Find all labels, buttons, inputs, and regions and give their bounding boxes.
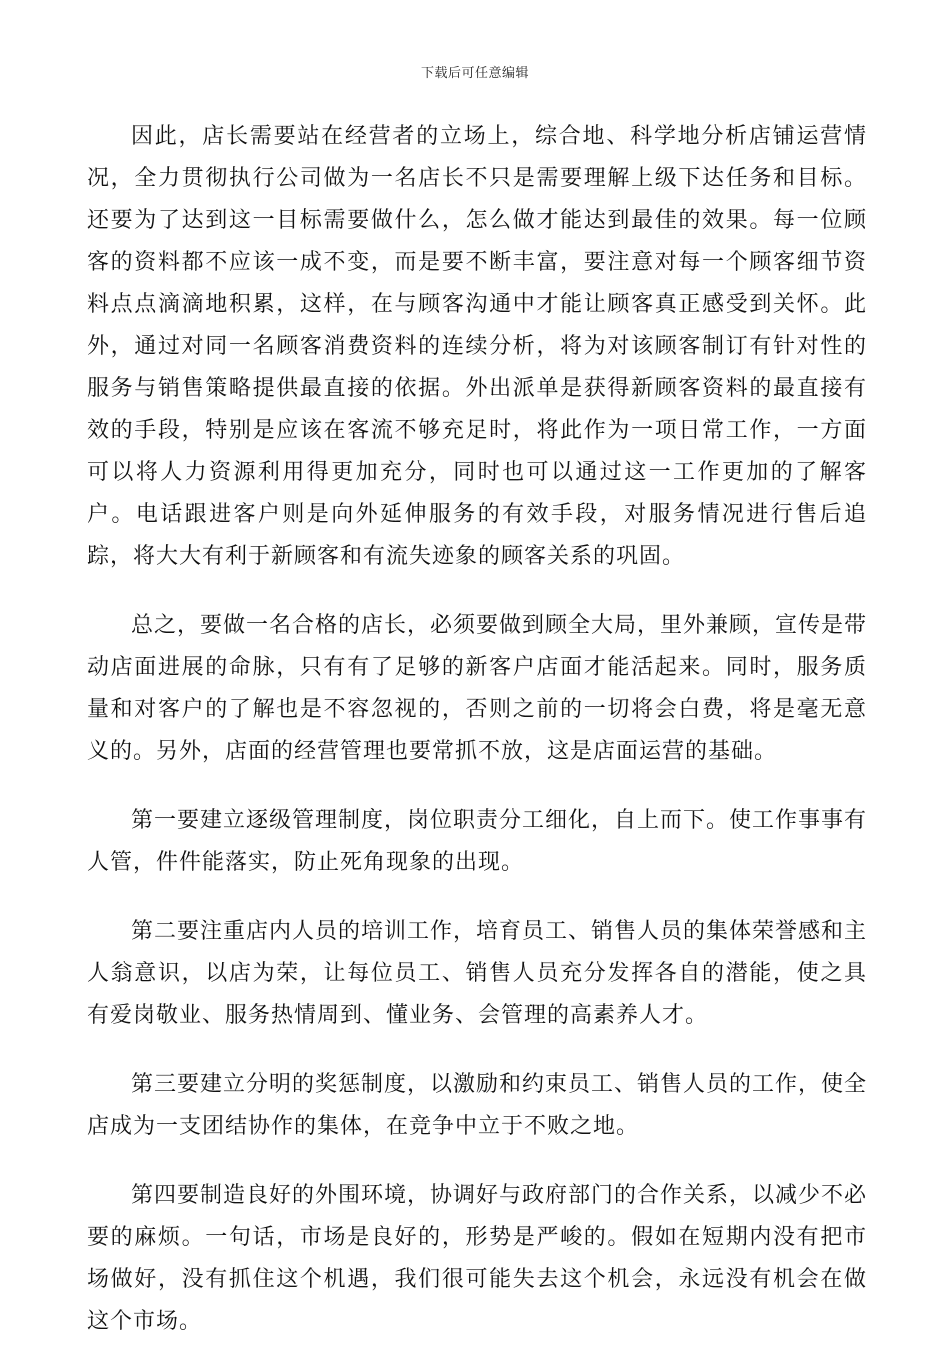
document-body (87, 116, 867, 1370)
paragraph-2: 总之，要做一名合格的店长，必须要做到顾全大局，里外兼顾，宣传是带动店面进展的命脉，只有有了足够的新客户店面才能活起来。同时，服务质量和对客户的了解也是不容忽视的，否则之前的一切将会白费，将是毫无意义的。另外，店面的经营管理也要常抓不放，这是店面运营的基础。 (87, 613, 868, 764)
paragraph-4: 第二要注重店内人员的培训工作，培育员工、销售人员的集体荣誉感和主人翁意识，以店为荣，让每位员工、销售人员充分发挥各自的潜能，使之具有爱岗敬业、服务热情周到、懂业务、会管理的高素养人才。 (87, 919, 868, 1028)
page-header: 下载后可任意编辑 (420, 66, 529, 81)
paragraph-6: 第四要制造良好的外围环境，协调好与政府部门的合作关系，以减少不必要的麻烦。一句话，市场是良好的，形势是严峻的。假如在短期内没有把市场做好，没有抓住这个机遇，我们很可能失去这个机会，永远没有机会在做这个市场。 (87, 1183, 868, 1334)
paragraph-5: 第三要建立分明的奖惩制度，以激励和约束员工、销售人员的工作，使全店成为一支团结协作的集体，在竞争中立于不败之地。 (87, 1072, 868, 1139)
paragraph-1: 因此，店长需要站在经营者的立场上，综合地、科学地分析店铺运营情况，全力贯彻执行公司做为一名店长不只是需要理解上级下达任务和目标。还要为了达到这一目标需要做什么，怎么做才能达到最佳的效果。每一位顾客的资料都不应该一成不变，而是要不断丰富，要注意对每一个顾客细节资料点点滴滴地积累，这样，在与顾客沟通中才能让顾客真正感受到关怀。此外，通过对同一名顾客消费资料的连续分析，将为对该顾客制订有针对性的服务与销售策略提供最直接的依据。外出派单是获得新顾客资料的最直接有效的手段，特别是应该在客流不够充足时，将此作为一项日常工作，一方面可以将人力资源利用得更加充分，同时也可以通过这一工作更加的了解客户。电话跟进客户则是向外延伸服务的有效手段，对服务情况进行售后追踪，将大大有利于新顾客和有流失迹象的顾客关系的巩固。 (87, 124, 867, 569)
paragraph-3: 第一要建立逐级管理制度，岗位职责分工细化，自上而下。使工作事事有人管，件件能落实，防止死角现象的出现。 (87, 808, 868, 875)
